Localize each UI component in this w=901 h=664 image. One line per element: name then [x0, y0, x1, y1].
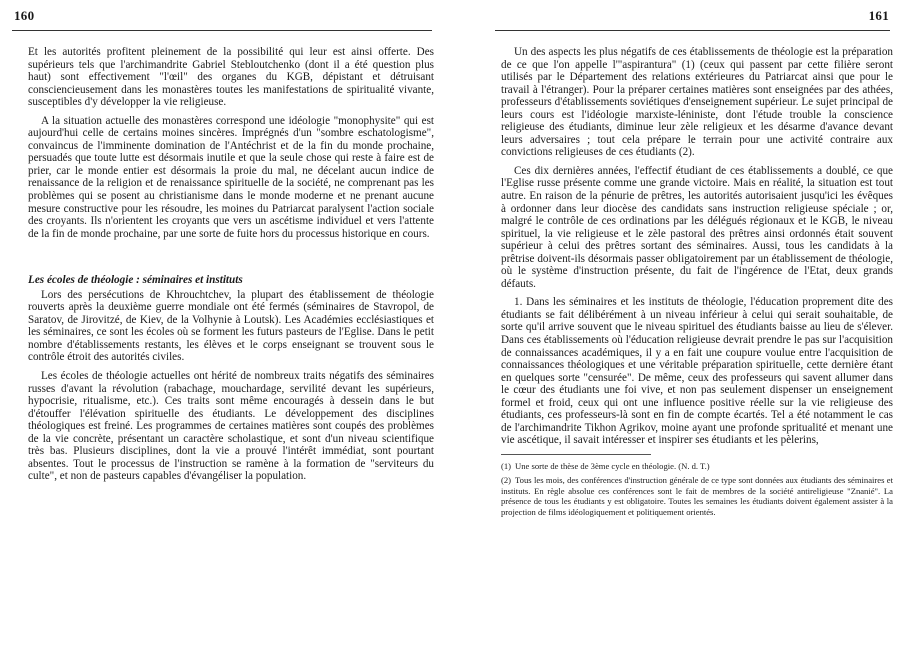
paragraph: A la situation actuelle des monastères correspond une idéologie "monophysite" qui est aujourd'hui celle de certains moines sincères. Imprégnés d'un "sombre eschatologisme", convaincus de l'imminente domination de l'Antéchrist et de la fin du monde prochaine, persuadés que toute lutte est désormais inutile et que la seule chose qui reste à faire est de prier, car le monde entier est désormais la proie du mal, ne décelant aucun indice de renaissance de la religion et de renaissance spirituelle de la société, ne comprenant pas les problèmes qui se posent au christianisme dans le monde moderne et ne prenant aucune mesure constructive pour les résoudre, les moines du Patriarcat paralysent l'action sociale des croyants. Ils n'orientent les croyants que vers un ascétisme individuel et vers l'attente de la fin de monde prochaine, par une sorte de fuite hors du processus historique en cours.: [28, 114, 434, 240]
footnote-text: Tous les mois, des conférences d'instruction générale de ce type sont données aux étudiants des séminaires et instituts. En règle absolue ces conférences sont le fait de membres de la société antireligieuse "Znanié". La présence de tous les étudiants y est obligatoire. Toutes les semaines les étudiants doivent également assister à la projection de films idéologiquement et politiquement orientés.: [501, 475, 893, 517]
footnote-text: Une sorte de thèse de 3ème cycle en théologie. (N. d. T.): [515, 460, 710, 471]
header-rule-right: [495, 30, 890, 31]
left-text-column: [28, 46, 434, 489]
paragraph: Ces dix dernières années, l'effectif étudiant de ces établissements a doublé, ce que l'Eglise russe présente comme une grande victoire. Mais en réalité, la situation est tout autre. En raison de la pénurie de prêtres, les autorités autorisaient jusqu'ici les évêques à ordonner dans leur diocèse des candidats sans instruction religieuse spéciale ; or, malgré le contrôle de ces ordinations par les délégués régionaux et le KGB, le niveau spirituel, la vie religieuse et le zèle pastoral des prêtres ainsi ordonnés était souvent supérieur à celui des prêtres sortant des séminaires. Aussi, tous les candidats à la prêtrise doivent-ils désormais passer obligatoirement par un établissement de théologie, où le système d'instruction présente, du fait de l'ingérence de l'Etat, deux grands défauts.: [501, 164, 893, 290]
page-number-left: 160: [14, 8, 35, 23]
paragraph: Lors des persécutions de Khrouchtchev, la plupart des établissement de théologie rouverts après la deuxième guerre mondiale ont été fermés (séminaires de Stavropol, de Saratov, de Jirovitzé, de Kiev, de la Volhynie à Loutsk). Les Académies ecclésiastiques et les séminaires, ce sont les écoles où se forment les futurs pasteurs de l'Eglise. Dans le petit nombre d'établissements restants, les élèves et le corps enseignant se trouvent sous le contrôle étroit des autorités civiles.: [28, 288, 434, 364]
paragraph: Un des aspects les plus négatifs de ces établissements de théologie est la préparation de ce que l'on appelle l'"aspirantura" (1) (ceux qui passent par cette filière seront utilisés par le Département des relations extérieures du Patriarcat ainsi que pour le travail à l'étranger). Pour la préparer certaines matières sont enseignées par des athées, professeurs d'établissements soviétiques d'enseignement supérieur. Le sujet principal de leurs cours est l'idéologie marxiste-léniniste, dont l'étude trouble la conscience religieuse des étudiants, diminue leur zèle religieux et les désarme d'avance devant leurs adversaires ; tout cela prépare le terrain pour une activité contraire aux convictions religieuses de ces étudiants (2).: [501, 46, 893, 159]
paragraph: Et les autorités profitent pleinement de la possibilité qui leur est ainsi offerte. Des supérieurs tels que l'archimandrite Gabriel Stebloutchenko (dont il a été question plus haut) sont effectivement "l'œil" des organes du KGB, dépistant et détruisant consciencieusement dans les monastères toutes les manifestations de spiritualité vivante, susceptibles d'y développer la vie religieuse.: [28, 46, 434, 109]
footnote-mark: (1): [501, 460, 512, 471]
footnote: [501, 461, 893, 471]
right-page: [455, 0, 901, 664]
page-number-right: 161: [868, 8, 889, 23]
footnote-mark: (2): [501, 475, 512, 486]
paragraph: Les écoles de théologie actuelles ont hérité de nombreux traits négatifs des séminaires russes d'avant la révolution (rabachage, mouchardage, servilité devant les supérieurs, hypocrisie, ritualisme, etc.). Ces traits sont même encouragés à dessein dans le but d'étouffer l'élévation spirituelle des étudiants. Le développement des disciplines théologiques est freiné. Les programmes de certaines matières sont coupés des problèmes de la vie concrète, présentant un caractère scholastique, et sont d'un niveau scientifique très bas. Plusieurs disciplines, dont la vie a prouvé l'intérêt immédiat, sont pourtant absentes. Tout le processus de l'instruction se ramène à la formation de "serviteurs du culte", et non de pasteurs capables d'évangéliser la population.: [28, 370, 434, 483]
footnote: [501, 475, 893, 517]
paragraph: 1. Dans les séminaires et les instituts de théologie, l'éducation proprement dite des étudiants se fait délibérément à un niveau inférieur à celui qui serait souhaitable, de sorte qu'il arrive souvent que le niveau spirituel des étudiants baisse au lieu de s'élever. Dans ces établissements où l'éducation religieuse devrait prendre le pas sur l'acquisition de connaissances académiques, il y a en fait une coupure voulue entre l'acquisition de connaissances théologiques et une véritable préparation spirituelle, cette dernière étant en quelques sorte "censurée". De même, ceux des professeurs qui savent allumer dans le cœur des étudiants une foi vive, et non pas seulement dispenser un enseignement formel et froid, ceux qui ont une influence positive réelle sur la vie religieuse des étudiants, ces professeurs-là sont en fin de compte écartés. Tel a été notamment le cas de l'archimandrite Tikhon Agrikov, moine ayant une profonde spritualité et menant une vie ascétique, il savait intéresser et inspirer ses étudiants et les pèlerins,: [501, 296, 893, 447]
left-page: [0, 0, 450, 664]
section-heading: Les écoles de théologie : séminaires et instituts: [28, 274, 243, 287]
footnote-separator: [501, 454, 651, 455]
header-rule-left: [12, 30, 432, 31]
right-text-column: [501, 46, 893, 521]
